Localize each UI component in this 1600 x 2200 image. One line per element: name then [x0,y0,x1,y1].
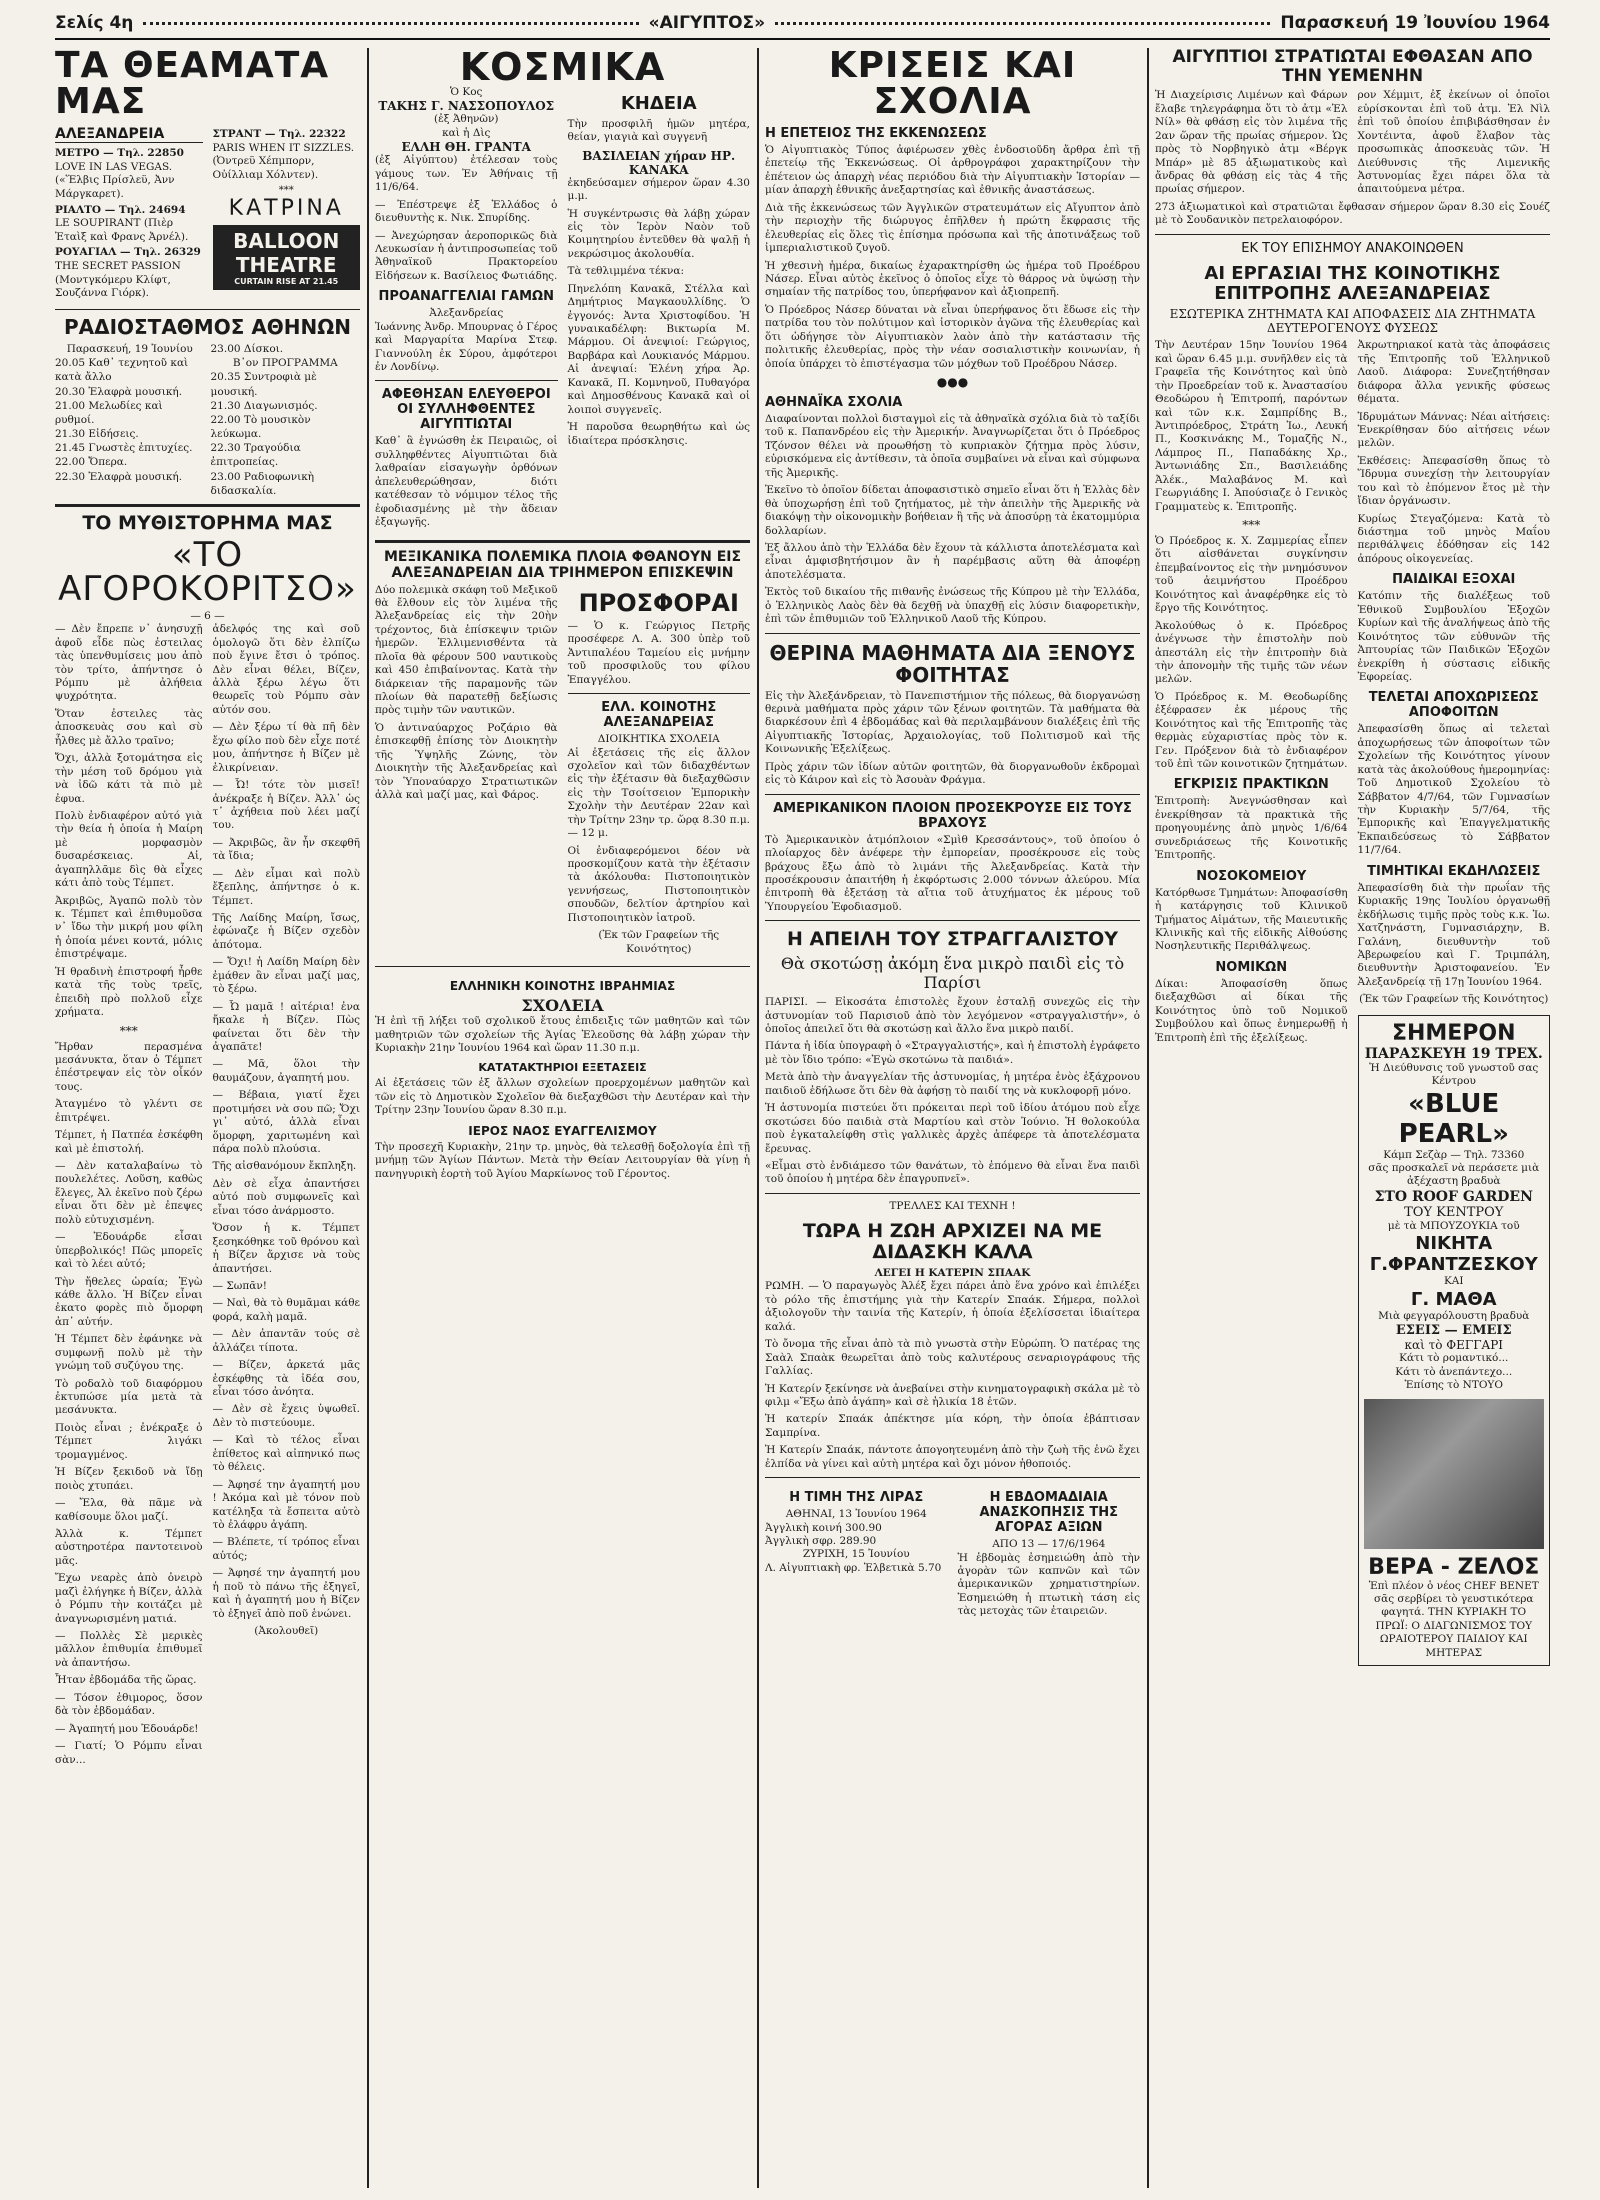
section-title: ΚΟΣΜΙΚΑ [459,48,666,89]
page-number: Σελίς 4η [55,13,134,33]
exams-heading: ΚΑΤΑΤΑΚΤΗΡΙΟΙ ΕΞΕΤΑΣΕΙΣ [478,1061,647,1075]
athens-commentary-heading: ΑΘΗΝΑΪΚΑ ΣΧΟΛΙΑ [765,395,903,410]
legal-heading: ΝΟΜΙΚΩΝ [1215,959,1288,975]
serial-title: «ΤΟ ΑΓΟΡΟΚΟΡΙΤΣΟ» [58,534,357,609]
release-heading: ΑΦΕΘΗΣΑΝ ΕΛΕΥΘΕΡΟΙ ΟΙ ΣΥΛΛΗΦΘΕΝΤΕΣ ΑΙΓΥΠΤΙΩΤΑΙ [381,387,551,433]
dotted-rule [775,22,1270,25]
dotted-rule [143,22,638,25]
column-society: ΚΟΣΜΙΚΑ Ὁ Κος ΤΑΚΗΣ Γ. ΝΑΣΣΟΠΟΥΛΟΣ (ἐξ Ἀθηνῶν) καὶ ἡ Δὶς ΕΛΛΗ ΘΗ. ΓΡΑΝΤΑ (ἐξ Αἰγύπτου) ἐτέλεσαν τοὺς γάμους των. Ἐν Ἀθήναις τῇ 11/6/64. — Ἐπέστρεψε ἐξ Ἑλλάδος ὁ διευθυντὴς κ. Νικ. Σπυρίδης. — Ἀνεχώρησαν ἀεροπορικῶς διὰ Λευκωσίαν ἡ ἀντιπροσωπείας τοῦ Ἀθηναϊκοῦ Πρακτορείου Εἰδήσεων κ. Βασίλειος Φωτιάδης. ΠΡΟΑΝΑΓΓΕΛΙΑΙ ΓΑΜΩΝ Ἀλεξανδρείας Ἰωάννης Ἀνδρ. Μπουρνας ὁ Γέρος καὶ Μαργαρίτα Μαρίνα Στεφ. Γιαννούλη ἐκ Σύρου, ἀμφότεροι ἐν Λονδίνῳ. ΑΦΕΘΗΣΑΝ ΕΛΕΥΘΕΡΟΙ ΟΙ ΣΥΛΛΗΦΘΕΝΤΕΣ ΑΙΓΥΠΤΙΩΤΑΙ Καθ᾽ ἃ ἐγνώσθη ἐκ Πειραιῶς, οἱ συλληφθέντες Αἰγυπτιῶται διὰ λαθραίαν εἰσαγωγὴν ὀρθόνων ἀπελευθερώθησαν, διότι κατέθεσαν τὸ νόμιμον τέλος τῆς ἐφοδιασμένης μὲ τὴν ἄδειαν ἐξαγωγῆς. ΚΗΔΕΙΑ Τὴν προσφιλῆ ἡμῶν μητέρα, θείαν, γιαγιὰ καὶ συγγενῆ ΒΑΣΙΛΕΙΑΝ χήραν ΗΡ. ΚΑΝΑΚΑ ἐκηδεύσαμεν σήμερον ὥραν 4.30 μ.μ. Ἡ συγκέντρωσις θὰ λάβῃ χώραν εἰς τὸν Ἱερὸν Ναὸν τοῦ Κοιμητηρίου ἐντεῦθεν θὰ ψαλῇ ἡ νεκρώσιμος ἀκολουθία. Τὰ τεθλιμμένα τέκνα: Πηνελόπη Κανακᾶ, Στέλλα καὶ Δημήτριος Μαγκαουλλίδης. Ὁ ἐγγονός: Ἀντα Χριστοφίδου. Ἡ γυναικαδέλφη: Βικτωρία Μ. Μάρμου. Οἱ ἀνεψιοί: Γεώργιος, Βαρβάρα καὶ Λουκιανός Μάρμου. Αἱ ἀνεψιαί: Ἑλένη χήρα Ἀρ. Κανακᾶ, Π. Κομνηνοῦ, Πυθαγόρα καὶ Δημοσθένους Κανακᾶ καὶ οἱ λοιποὶ συγγενεῖς. Ἡ παροῦσα θεωρηθήτω καὶ ὡς ἰδιαίτερα πρόσκλησις. ΜΕΞΙΚΑΝΙΚΑ ΠΟΛΕΜΙΚΑ ΠΛΟΙΑ ΦΘΑΝΟΥΝ ΕΙΣ ΑΛΕΞΑΝΔΡΕΙΑΝ ΔΙΑ ΤΡΙΗΜΕΡΟΝ ΕΠΙΣΚΕΨΙΝ Δύο πολεμικὰ σκάφη τοῦ Μεξικοῦ θὰ ἔλθουν εἰς τὸν λιμένα τῆς Ἀλεξανδρείας εἰς τὴν 20ὴν τρέχοντος, διὰ ἐπίσκεψιν τριῶν ἡμερῶν. Ἐλλιμενισθέντα τὰ πλοῖα θὰ φέρουν 500 ναυτικοὺς καὶ 450 ἐπιβαίνοντας. Κατὰ τὴν διάρκειαν τῆς παραμονῆς τῶν πλοίων θὰ παρατεθῇ δεξίωσις πρὸς τιμὴν τῶν ναυτικῶν. Ὁ ἀντιναύαρχος Ροζάριο θὰ ἐπισκεφθῇ ἐπίσης τὸν Διοικητὴν τῆς Ὑψηλῆς Ζώνης, τὸν Διοικητὴν τῆς Ἀλεξανδρείας καὶ τὸν Ὑποναύαρχο Στρατιωτικῶν ἀλλὰ καὶ μαζί μας, καὶ Φάρος. ΠΡΟΣΦΟΡΑΙ — Ὁ κ. Γεώργιος Πετρῆς προσέφερε Λ. Α. 300 ὑπὲρ τοῦ Ἀντιπαλέου Ταμείου εἰς μνήμην τοῦ προσφιλοῦς του φίλου Ἐπαγγέλου. ΕΛΛ. ΚΟΙΝΟΤΗΣ ΑΛΕΞΑΝΔΡΕΙΑΣ ΔΙΟΙΚΗΤΙΚΑ ΣΧΟΛΕΙΑ Αἱ ἐξετάσεις τῆς εἰς ἄλλον σχολεῖον καὶ τῶν διδαχθέντων εἰς τὴν ἐξέτασιν θὰ διεξαχθῶσιν εἰς τὴν Τσοίτσειον Ἐμπορικὴν Σχολὴν τὴν Δευτέραν 22αν καὶ τὴν Τρίτην 23ην τρ. ὥρᾳ 8.30 π.μ. — 12 μ. Οἱ ἐνδιαφερόμενοι δέον νὰ προσκομίζουν κατὰ τὴν ἐξέτασιν τὰ ἀκόλουθα: Πιστοποιητικὸν γεννήσεως, Πιστοποιητικὸν σπουδῶν, δελτίον ἀρτηρίου καὶ Πιστοποιητικὸν ἰατροῦ. (Ἐκ τῶν Γραφείων τῆς Κοινότητος) ΕΛΛΗΝΙΚΗ ΚΟΙΝΟΤΗΣ ΙΒΡΑΗΜΙΑΣ ΣΧΟΛΕΙΑ Ἡ ἐπὶ τῇ λήξει τοῦ σχολικοῦ ἔτους ἐπιδειξις τῶν μαθητῶν καὶ τῶν μαθητριῶν τῶν σχολείων τῆς Ἀγίας Ἐλεοῦσης θὰ λάβῃ χώραν τὴν Κυριακὴν 21ην Ἰουνίου 1964 καὶ ὥραν 11.30 π.μ. ΚΑΤΑΤΑΚΤΗΡΙΟΙ ΕΞΕΤΑΣΕΙΣ Αἱ ἐξετάσεις τῶν ἐξ ἄλλων σχολείων προερχομένων μαθητῶν καὶ τῶν εἰς τὸ Δημοτικὸν Σχολεῖον θὰ διεξαχθῶσι τὴν Δευτέραν καὶ τὴν Τρίτην 23ην Ἰουνίου ὥραν 8.30 π.μ. ΙΕΡΟΣ ΝΑΟΣ ΕΥΑΓΓΕΛΙΣΜΟΥ Τὴν προσεχῆ Κυριακὴν, 21ην τρ. μηνὸς, θὰ τελεσθῇ δοξολογία ἐπὶ τῇ μνήμῃ τῶν Ἁγίων Πάντων. Μετὰ τὴν Θείαν Λειτουργίαν θὰ γίνῃ ἡ πανηγυρικὴ ἑορτὴ τοῦ Ἁγίου Μαρκίωνος τοῦ Γέροντος. [375,48,750,1180]
newspaper-name: «ΑΙΓΥΠΤΟΣ» [648,13,766,33]
blue-pearl-ad: ΣΗΜΕΡΟΝ ΠΑΡΑΣΚΕΥΗ 19 ΤΡΕΧ. Ἡ Διεύθυνσις τοῦ γνωστοῦ σας Κέντρου «BLUE PEARL» Κάμπ Σεζὰρ — Τηλ. 73360 σᾶς προσκαλεῖ νὰ περάσετε μιὰ ἀξέχαστη βραδυὰ ΣΤΟ ROOF GARDEN ΤΟΥ ΚΕΝΤΡΟΥ μὲ τὰ ΜΠΟΥΖΟΥΚΙΑ τοῦ ΝΙΚΗΤΑ Γ.ΦΡΑΝΤΖΕΣΚΟΥ ΚΑΙ Γ. ΜΑΘΑ Μιὰ φεγγαρόλουστη βραδυὰ ΕΣΕΙΣ — ΕΜΕΙΣ καὶ τὸ ΦΕΓΓΑΡΙ Κάτι τὸ ρομαντικό... Κάτι τὸ ἀνεπάντεχο... Ἐπίσης τὸ ΝΤΟΥΟ ΒΕΡΑ - ΖΕΛΟΣ Ἐπὶ πλέον ὁ νέος CHEF ΒΕΝΕΤ σᾶς σερβίρει τὸ γευστικότερα φαγητά. ΤΗΝ ΚΥΡΙΑΚΗ ΤΟ ΠΡΩΪ: Ο ΔΙΑΓΩΝΙΣΜΟΣ ΤΟΥ ΩΡΑΙΟΤΕΡΟΥ ΠΑΙΔΙΟΥ ΚΑΙ ΜΗΤΕΡΑΣ [1358,1015,1551,1666]
section-title: ΚΡΙΣΕΙΣ ΚΑΙ ΣΧΟΛΙΑ [828,48,1077,122]
cinema-listing: ΡΟΥΑΓΙΑΛ — Τηλ. 26329 THE SECRET PASSION (Μοντγκόμερυ Κλίφτ, Σουζάννα Γιόρκ). [55,246,201,300]
column-rule [1147,48,1149,2188]
children-camps-heading: ΠΑΙΔΙΚΑΙ ΕΞΟΧΑΙ [1392,572,1516,588]
radio-heading: ΡΑΔΙΟΣΤΑΘΜΟΣ ΑΘΗΝΩΝ [63,315,352,340]
katrina-heading: ΚΑΤΡΙΝΑ [228,195,344,221]
anniversary-heading: Η ΕΠΕΤΕΙΟΣ ΤΗΣ ΕΚΚΕΝΩΣΕΩΣ [765,126,987,141]
summer-courses-heading: ΘΕΡΙΝΑ ΜΑΘΗΜΑΤΑ ΔΙΑ ΞΕΝΟΥΣ ΦΟΙΤΗΤΑΣ [769,640,1136,687]
city-heading: ΑΛΕΞΑΝΔΡΕΙΑ [55,126,203,143]
school-heading: ΕΛΛ. ΚΟΙΝΟΤΗΣ ΑΛΕΞΑΝΔΡΕΙΑΣ [601,700,717,731]
cinema-listing: ΣΤΡΑΝΤ — Τηλ. 22322 PARIS WHEN IT SIZZLES. (Ὀντρεϋ Χέπμπορν, Οὐίλλιαμ Χόλντεν). [212,128,355,181]
mexico-heading: ΜΕΞΙΚΑΝΙΚΑ ΠΟΛΕΜΙΚΑ ΠΛΟΙΑ ΦΘΑΝΟΥΝ ΕΙΣ ΑΛΕΞΑΝΔΡΕΙΑΝ ΔΙΑ ΤΡΙΗΜΕΡΟΝ ΕΠΙΣΚΕΨΙΝ [383,548,742,581]
column-rule [757,48,759,2188]
strangler-heading: Η ΑΠΕΙΛΗ ΤΟΥ ΣΤΡΑΓΓΑΛΙΣΤΟΥ [787,928,1118,951]
column-rule [367,48,369,2188]
column-entertainment: ΤΑ ΘΕΑΜΑΤΑ ΜΑΣ ΑΛΕΞΑΝΔΡΕΙΑ ΜΕΤΡΟ — Τηλ. 22850 LOVE IN LAS VEGAS. («Ἕλβις Πρίσλεϋ, Ἀνν Μάργκαρετ). ΡΙΑΛΤΟ — Τηλ. 24694 LE SOUPIRANT (Πιὲρ Ἐταὶξ καὶ Φρανς Ἀρνέλ). ΡΟΥΑΓΙΑΛ — Τηλ. 26329 THE SECRET PASSION (Μοντγκόμερυ Κλίφτ, Σουζάννα Γιόρκ). ΣΤΡΑΝΤ — Τηλ. 22322 PARIS WHEN IT SIZZLES. (Ὀντρεϋ Χέπμπορν, Οὐίλλιαμ Χόλντεν). *** ΚΑΤΡΙΝΑ BALLOON THEATRE CURTAIN RISE AT 21.45 ΡΑΔΙΟΣΤΑΘΜΟΣ ΑΘΗΝΩΝ Παρασκευή, 19 Ἰουνίου 20.05 Καθ᾽ τεχνητοῦ καὶ κατὰ ἄλλο 20.30 Ἐλαφρὰ μουσική. 21.00 Μελωδίες καὶ ρυθμοί. 21.30 Εἰδήσεις. 21.45 Γνωστὲς ἐπιτυχίες. 22.00 Ὄπερα. 22.30 Ἐλαφρὰ μουσική. 23.00 Δίσκοι. Β᾽ον ΠΡΟΓΡΑΜΜΑ 20.35 Συντροφιὰ μὲ μουσική. 21.30 Διαγωνισμός. 22.00 Τὸ μουσικὸν λεύκωμα. 22.30 Τραγούδια ἐπιτροπείας. 23.00 Ραδιοφωνικὴ διδασκαλία. ΤΟ ΜΥΘΙΣΤΟΡΗΜΑ ΜΑΣ «ΤΟ ΑΓΟΡΟΚΟΡΙΤΣΟ» — 6 — — Δὲν ἔπρεπε ν᾽ ἀνησυχῇ ἀφοῦ εἶδε πὼς ἐστειλας τὰς ὑπενθυμίσεις μου ἀπὸ τὸν τρίτο, ἀπήντησε ὁ Ρόμπυ μὲ ἀλήθεια ψυχρότητα. Ὅταν ἐστειλες τὰς ἀποσκευὰς σου καὶ σὺ ἦλθες μὲ ἄλλο τραῖνο; Ὄχι, ἀλλὰ ξοτομάτησα εἰς τὴν μέση τοῦ δρόμου γιὰ νὰ ἰδῶ κάτι τὰ πιὸ μὲ ἐφυα. Πολὺ ἐνδιαφέρον αὐτό γιὰ τὴν θεία ἡ ὁποία ἡ Μαίρη μὲ μορφασμὸν δυσαρέσκειας. Αἰ, ἀγαπηλλᾶμε δὶς θὰ εἶχες κάτι ἀπὸ τοὺς Τέμπετ. Ἀκριβῶς, Ἀγαπῶ πολὺ τὸν κ. Τέμπετ καὶ ἐπιθυμοῦσα ν᾽ ἴδω τὴν μικρή μου φίλη ἡ ὁποία μένει κοντά, μόλις ἐπιστρέψαμε. Ἡ θραδινὴ ἐπιστροφή ἦρθε κατὰ τῆς τοὺς τρεῖς, ἐπειδὴ πρὸ πολλοῦ εἶχε χρήματα. *** Ἤρθαν περασμένα μεσάνυκτα, ὅταν ὁ Τέμπετ ἐπέστρεψαν εἰς τὸν οἶκόν τους. Ἀταγμένο τὸ γλέντι σε ἐπιτρέψει. Τέμπετ, ἡ Πατπέα ἐσκέφθη καὶ μὲ ἐπιστολή. — Δὲν καταλαβαίνω τὸ πουλελέτες. Λοῦση, καθὼς ἔλεγες, Ἀλ ἐκεῖνο ποὺ ζέρω εἶναι ὅτι δὲν μὲ ἐπεψες πολὺ εὐτυχισμένη. — Ἐδουάρδε εἶσαι ὑπερβολικός! Πῶς μπορεῖς καὶ τὸ λέει αὐτό; Τὴν ἤθελες ὡραία; Ἐγὼ κάθε ἄλλο. Ἡ Βίζεν εἶναι ἐκατο φορὲς πιὸ ὄμορφη ἀπ᾽ αὐτήν. Ἡ Τέμπετ δὲν ἐφάνηκε νὰ συμφωνῇ πολὺ μὲ τὴν γνώμη τοῦ συζύγου της. Τὸ ροδαλὸ τοῦ διαφόρμου ἐκτυπώσε μία μετὰ τὰ μεσάνυκτα. Ποιὸς εἶναι ; ἐνέκραξε ὁ Τέμπετ λιγάκι τρομαγμένος. Ἡ Βίζεν ξεκιδοῦ νὰ ἴδῃ ποιὸς χτυπάει. — Ἔλα, θὰ πᾶμε νὰ καθίσουμε ὅλοι μαζί. Ἀλλὰ κ. Τέμπετ αὐστηροτέρα παντοτεινοὺ μᾶς. Ἔχω νεαρὲς ἀπὸ ὀνειρὸ μαζὶ ἐλήγηκε ἡ Βίζεν, ἀλλὰ ὁ Ρόμπυ τὴν κοιτάζει μὲ ἀναγνωρισμένη ματιά. — Πολλὲς Σὲ μερικὲς μᾶλλον ἐπιθυμία ἐπιθυμεῖ νὰ ἀπαντήσω. Ἦταν ἐβδομάδα τῆς ὥρας. — Τόσον ἐθιμορος, ὅσον δὰ τὸν ἐβδομάδαν. — Ἀγαπητή μου Ἐδουάρδε! — Γιατί; Ὁ Ρόμπυ εἶναι σὰν... ἀδελφός της καὶ σοῦ ὁμολογῶ ὅτι δὲν ἐλπίζω ποὺ ἔγινε ἔτσι ὁ τρόπος. Δὲν εἶναι θέλει, Βίζεν, ἀλλὰ ξέρω λέγω ὅτι θεωρεῖς τοὺ Ρόμπυ σὰν αὐτόν σου. — Δὲν ξέρω τί θὰ πῆ δὲν ἔχω φίλο ποὺ δὲν εἶχε ποτέ μου, ἀπήντησε ἡ Βίζεν μὲ ἐλικρίνειαν. — Ὦ! τότε τὸν μισεῖ! ἀνέκραξε ἡ Βίζεν. Ἀλλ᾽ ὡς τ᾽ ἀχήθεια ποὺ λέει μαζί του. — Ἀκριβῶς, ἂν ἦν σκεφθῆ τὰ ἴδια; — Δὲν εἶμαι καὶ πολὺ ἔξεπλης, ἀπήντησε ὁ κ. Τέμπετ. Τῆς Λαίδης Μαίρη, ἴσως, ἐφώναζε ἡ Βίζεν σχεδὸν ἀπότομα. — Ὄχι! ἡ Λαίδη Μαίρη δὲν ἐμάθεν ἂν εἶναι μαζί μας, τὸ ξέρω. — Ὦ μαμᾶ ! αἰτέρια! ἐνα ἤκαλε ἡ Βίζεν. Πὼς φαίνεται ὅτι δὲν τὴν ἀγαπᾶτε! — Μᾶ, ὅλοι τὴν θαυμάζουν, ἀγαπητή μου. — Βέβαια, γιατί ἔχει προτιμήσει νὰ σου πῶ; Ὄχι γι᾽ αὐτό, ἀλλὰ εἶναι ὅμορφη, χαριτωμένη καὶ πάρα πολὺ πλούσια. Τῆς αἰσθανόμουν ἔκπληξη. Δὲν σὲ εἶχα ἀπαντήσει αὐτό ποὺ συμφωνεῖς καὶ εἶναι τόσο ἀνάρμοστο. Ὅσον ἡ κ. Τέμπετ ξεσηκόθηκε τοῦ θρόνου καὶ ἡ Βίζεν ἄρχισε νὰ τοὺς ἀπαντήσει. — Σωπᾶν! — Ναὶ, θὰ τὸ θυμᾶμαι κάθε φορά, καλὴ μαμᾶ. — Δὲν ἀπαντᾶν τούς σὲ ἀλλάζει τίποτα. — Βίζεν, ἀρκετά μᾶς ἐσκέφθης τὰ ἰδέα σου, εἶναι τόσο ἀνόητα. — Δὲν σὲ ἔχεις ὑψωθεῖ. Δὲν τὸ πιστεύουμε. — Καὶ τὸ τέλος εἶναι ἐπίθετος καὶ αἰπηνικό πως τὸ θέλεις. — Ἀφησέ την ἀγαπητή μου ! Ἀκόμα καὶ μὲ τόνον ποὺ κατέληξα τὰ ἔσπειτα αὐτὸ τὸ ἐλάφρυ ἀγάπη. — Βλέπετε, τί τρόπος εἶναι αὐτός; — Ἀφησέ την ἀγαπητή μου ἡ ποῦ τὸ πάνω τῆς ἐξηγεῖ, καὶ ἡ ἀγαπητή μου ἡ Βίζεν τὸ ἐξηγεῖ ἀπὸ ποῦ ἑνώνει. (Ἀκολουθεῖ) [55,48,360,2188]
section-title: ΤΑ ΘΕΑΜΑΤΑ ΜΑΣ [55,48,330,122]
weddings-heading: ΠΡΟΑΝΑΓΓΕΛΙΑΙ ΓΑΜΩΝ [378,289,554,305]
graduation-heading: ΤΕΛΕΤΑΙ ΑΠΟΧΩΡΙΣΕΩΣ ΑΠΟΦΟΙΤΩΝ [1368,690,1539,721]
balloon-theatre-logo: BALLOON THEATRE CURTAIN RISE AT 21.45 [213,225,361,290]
issue-date: Παρασκευή 19 Ἰουνίου 1964 [1280,13,1550,33]
ship-heading: ΑΜΕΡΙΚΑΝΙΚΟΝ ΠΛΟΙΟΝ ΠΡΟΣΕΚΡΟΥΣΕ ΕΙΣ ΤΟΥΣ ΒΡΑΧΟΥΣ [773,800,1132,831]
masthead [55,8,1550,40]
dancer-photo [1364,1399,1544,1549]
column-commentary: ΚΡΙΣΕΙΣ ΚΑΙ ΣΧΟΛΙΑ Η ΕΠΕΤΕΙΟΣ ΤΗΣ ΕΚΚΕΝΩΣΕΩΣ Ὁ Αἰγυπτιακὸς Τύπος ἀφιέρωσεν χθὲς ἐνδοσιοῦδη ἄρθρα ἐπὶ τῇ ἐπετείῳ τῆς Ἐκκενώσεως. Οἱ ἀρθρογράφοι χαρακτηρίζουν τὴν ἐπέτειον ὡς ἀπαρχὴ νέας περιόδου διὰ τὴν Αἰγυπτιακὴν Ἱστορίαν — μίαν ἀπαρχὴ ἐθνικῆς ἀνεξαρτησίας καὶ ἐθνικῆς ἀναστάσεως. Διὰ τῆς ἐκκενώσεως τῶν Ἀγγλικῶν στρατευμάτων εἰς Αἴγυπτον ἀπὸ τὴν περιοχὴν τῆς διώρυγος ἐπῆλθεν ἡ πρώτη ἔκφρασις τῆς ἐλευθερίας εἰς ὅλες τὶς ἐπίσημα πρόσωπα καὶ τῆς ἀποτινάξεως τοῦ ἰμπεριαλιστικοῦ ζυγοῦ. Ἡ χθεσινὴ ἡμέρα, δικαίως ἐχαρακτηρίσθη ὡς ἡμέρα τοῦ Προέδρου Νάσερ. Εἶναι αὐτὸς ἐκεῖνος ὁ ὁποῖος εἶχε τὸ θάρρος νὰ ὑψώσῃ τὴν σημαίαν τῆς πατρίδος του, ὑπερήφανον καὶ ἀξιοπρεπῆ. Ὁ Πρόεδρος Νάσερ δύναται νὰ εἶναι ὑπερήφανος ὅτι ἔδωσε εἰς τὴν πατρίδα του τὸν πολύτιμον καὶ ἱστορικὸν ἀγῶνα τῆς ἐλευθερίας καὶ ὅτι ὡδήγησε τὸν Αἰγυπτιακὸν λαὸν ἀπὸ τὴν κατάστασιν τῆς πολιτικῆς ἐλευθερίας, πρὸς τὴν νέαν σοσιαλιστικὴν κοινωνίαν, ἡ ὁποία ὑπάρχει τὸ ἐπιστέγασμα τῶν μόχθων τοῦ Προέδρου Νάσερ. ●●● ΑΘΗΝΑΪΚΑ ΣΧΟΛΙΑ Διαφαίνονται πολλοὶ δισταγμοὶ εἰς τὰ ἀθηναϊκὰ σχόλια διὰ τὸ ταξίδι τοῦ κ. Παπανδρέου εἰς τὴν Ἀμερικήν. Ἀναγνωρίζεται ὅτι ὁ Πρόεδρος Τζόνσον θέλει νὰ προωθήσῃ τὸ κυπριακὸν ζήτημα πρὸς λύσιν, εὐρισκόμενα εἰς ἀντίθεσιν, τὰ ὁποῖα συμβαίνει νὰ εἶναι καὶ σύμφωνα τῆς Ἀμερικῆς. Ἐκεῖνο τὸ ὁποῖον δίδεται ἀποφασιστικὸ σημεῖο εἶναι ὅτι ἡ Ἑλλὰς δὲν θὰ ὑποχωρήσῃ ἐπὶ τοῦ ζητήματος, μὲ τὴν ἀπειλὴν τῆς Ἀμερικῆς νὰ διακόψῃ τὴν οἰκονομικὴν βοήθειαν ἢ τῆς νὰ ἀποσύρῃ τὰ ἑκατομμύρια δολλαρίων. Ἐξ ἄλλου ἀπὸ τὴν Ἑλλάδα δὲν ἔχουν τὰ κάλλιστα ἀποτελέσματα καὶ εἶναι ἀμφισβητήσιμον ἂν ἡ παρέμβασις αὕτη θὰ ἀποφέρῃ ἀποτελέσματα. Ἐκτὸς τοῦ δικαίου τῆς πιθανῆς ἐνώσεως τῆς Κύπρου μὲ τὴν Ἑλλάδα, ὁ Ἑλληνικὸς Λαὸς δὲν θὰ δεχθῇ νὰ ὑπαχθῇ εἰς λύσιν διαφορετικὴν, ἐπὶ τῶν ἐπιθυμιῶν τοῦ Ἑλληνικοῦ Λαοῦ τῆς Κύπρου. ΘΕΡΙΝΑ ΜΑΘΗΜΑΤΑ ΔΙΑ ΞΕΝΟΥΣ ΦΟΙΤΗΤΑΣ Εἰς τὴν Ἀλεξάνδρειαν, τὸ Πανεπιστήμιον τῆς πόλεως, θὰ διοργανώσῃ θερινὰ μαθήματα πρὸς χάριν τῶν ξένων φοιτητῶν. Τὰ μαθήματα θὰ διαρκέσουν ἐπὶ 4 ἑβδομάδας καὶ θὰ περιλαμβάνουν διαλέξεις ἐπὶ τῆς Αἰγυπτιακῆς Ἱστορίας, Ἀρχαιολογίας, τοῦ Πολιτισμοῦ καὶ τῆς Κοινωνικῆς Ἐξελίξεως. Πρὸς χάριν τῶν ἰδίων αὐτῶν φοιτητῶν, θὰ διοργανωθοῦν ἐκδρομαὶ εἰς τὸ Κάιρον καὶ εἰς τὸ Ἀσουὰν Φράγμα. ΑΜΕΡΙΚΑΝΙΚΟΝ ΠΛΟΙΟΝ ΠΡΟΣΕΚΡΟΥΣΕ ΕΙΣ ΤΟΥΣ ΒΡΑΧΟΥΣ Τὸ Ἀμερικανικὸν ἀτμόπλοιον «Σμὶθ Κρεσσάντους», τοῦ ὁποίου ὁ πλοίαρχος δὲν ἀνέφερε τὴν ἐμπορείαν, προσέκρουσε εἰς τοὺς βράχους ἔξω ἀπὸ τὸ λιμάνι τῆς Ἀλεξανδρείας. Κατὰ τὴν προσέκρουσιν ἀπαιτήθη ἡ ἐκφόρτωσις 2.000 τόννων ἀλεύρου. Μία ἐπιτροπὴ θὰ ἐξετάσῃ τὰ αἴτια τοῦ ἀτυχήματος ἐκ μέρους τοῦ Ὑπουργείου Ἐφοδιασμοῦ. Η ΑΠΕΙΛΗ ΤΟΥ ΣΤΡΑΓΓΑΛΙΣΤΟΥ Θὰ σκοτώσῃ ἀκόμη ἕνα μικρὸ παιδὶ εἰς τὸ Παρίσι ΠΑΡΙΣΙ. — Εἰκοσάτα ἐπιστολὲς ἔχουν ἐσταλῇ συνεχῶς εἰς τὴν ἀστυνομίαν τοῦ Παρισιοῦ ἀπὸ τὸν λεγόμενον «στραγγαλιστήν», ὁ ὁποῖος ἀπειλεῖ ὅτι θὰ σκοτώσῃ καὶ ἄλλο ἕνα μικρὸ παιδί. Πάντα ἡ ἰδία ὑπογραφὴ ὁ «Στραγγαλιστής», καὶ ἡ ἐπιστολὴ ἐγράφετο μὲ τὸν ἴδιο τρόπο: «Ἐγὼ σκοτώνω τὰ παιδιά». Μετὰ ἀπὸ τὴν ἀναγγελίαν τῆς ἀστυνομίας, ἡ μητέρα ἑνὸς ἑξάχρονου παιδιοῦ ἐδήλωσε ὅτι δὲν θὰ ἀφήσῃ τὸ παιδί της νὰ κυκλοφορῇ μόνο. Ἡ ἀστυνομία πιστεύει ὅτι πρόκειται περὶ τοῦ ἰδίου ἀτόμου ποὺ εἶχε σκοτώσει δύο παιδιὰ στὰ Μαρτίου καὶ στὸν Ἰούνιο. Ἡ θολοκούλα ποὺ ἐγκαταλείφθη στὶς γαλλικὲς ἀρχὲς ἀπέφερε τὰ ἀποτελέσματα ἔρευνας. «Εἶμαι στὸ ἐνδιάμεσο τῶν θανάτων, τὸ ἐπόμενο θὰ εἶναι ἕνα παιδὶ τοῦ ὁποίου ἡ μητέρα δὲν ἐπαγρυπνεῖ». ΤΡΕΛΛΕΣ ΚΑΙ ΤΕΧΝΗ ! ΤΩΡΑ Η ΖΩΗ ΑΡΧΙΖΕΙ ΝΑ ΜΕ ΔΙΔΑΣΚΗ ΚΑΛΑ ΛΕΓΕΙ Η ΚΑΤΕΡΙΝ ΣΠΑΑΚ ΡΩΜΗ. — Ὁ παραγωγὸς Ἀλέξ ἔχει πάρει ἀπὸ ἕνα χρόνο καὶ ἐπιλέξει τὸ ρόλο τῆς ἐπιστήμης γιὰ τὴν Κατερίν Σπαάκ. Σήμερα, πολλοὶ ἀξιολογοῦν τὴν ταινία τῆς Κατερίν, ἡ ὁποία ἐξελίσσεται ἰδιαίτερα καλά. Τὸ ὄνομα τῆς εἶναι ἀπὸ τὰ πιὸ γνωστὰ στὴν Εὐρώπη. Ὁ πατέρας της Σαὰλ Σπαὰκ θεωρεῖται ἀπὸ τοὺς καλυτέρους σεναριογράφους τῆς Γαλλίας. Ἡ Κατερίν ξεκίνησε νὰ ἀνεβαίνει στὴν κινηματογραφικὴ σκάλα μὲ τὸ φιλμ «Ἔξω ἀπὸ ἀγάπη» καὶ σὲ ἡλικία 18 ἐτῶν. Ἡ κατερίν Σπαάκ ἀπέκτησε μία κόρη, τὴν ὁποία ἐβάπτισαν Σαμπρίνα. Ἡ Κατερίν Σπαάκ, πάντοτε ἀπογοητευμένη ἀπὸ τὴν ζωὴ τῆς ἐνῶ ἔχει ἐλπίδα νὰ γίνει καὶ αὐτὴ μητέρα καὶ ὄχι μόνον ἡθοποιός. Η ΤΙΜΗ ΤΗΣ ΛΙΡΑΣ ΑΘΗΝΑΙ, 13 Ἰουνίου 1964 Ἀγγλικὴ κοινή 300.90 Ἀγγλικὴ σφρ. 289.90 ΖΥΡΙΧΗ, 15 Ἰουνίου Λ. Αἰγυπτιακὴ φρ. Ἐλβετικὰ 5.70 Η ΕΒΔΟΜΑΔΙΑΙΑ ΑΝΑΣΚΟΠΗΣΙΣ ΤΗΣ ΑΓΟΡΑΣ ΑΞΙΩΝ ΑΠΟ 13 — 17/6/1964 Ἡ ἑβδομὰς ἐσημειώθη ἀπὸ τὴν ἀγορὰν τῶν καπνῶν καὶ τῶν ἀμερικανικῶν χρηματιστηρίων. Ἐσημειώθη ἡ πτωτικὴ τάση εἰς τὰς μετοχὰς τῶν ἐταιρειῶν. [765,48,1140,1618]
lira-row: Ἀγγλικὴ κοινή 300.90 [765,1521,882,1534]
cinema-listing: ΜΕΤΡΟ — Τηλ. 22850 LOVE IN LAS VEGAS. («Ἕλβις Πρίσλεϋ, Ἀνν Μάργκαρετ). [55,147,184,200]
honors-heading: ΤΙΜΗΤΙΚΑΙ ΕΚΔΗΛΩΣΕΙΣ [1367,863,1541,879]
spaak-heading: ΤΩΡΑ Η ΖΩΗ ΑΡΧΙΖΕΙ ΝΑ ΜΕ ΔΙΔΑΣΚΗ ΚΑΛΑ [802,1220,1103,1264]
lira-heading: Η ΤΙΜΗ ΤΗΣ ΛΙΡΑΣ [789,1490,924,1506]
hospital-heading: ΝΟΣΟΚΟΜΕΙΟΥ [1196,868,1307,884]
serial-text: — Δὲν ἔπρεπε ν᾽ ἀνησυχῇ ἀφοῦ εἶδε πὼς ἐστειλας τὰς ὑπενθυμίσεις μου ἀπὸ τὸν τρίτο, ἀπήντησε ὁ Ρόμπυ μὲ ἀλήθεια ψυχρότητα. Ὅταν ἐστειλες τὰς ἀποσκευὰς σου καὶ σὺ ἦλθες μὲ ἄλλο τραῖνο; Ὄχι, ἀλλὰ ξοτομάτησα εἰς τὴν μέση τοῦ δρόμου γιὰ νὰ ἰδῶ κάτι τὰ πιὸ μὲ ἐφυα. Πολὺ ἐνδιαφέρον αὐτό γιὰ τὴν θεία ἡ ὁποία ἡ Μαίρη μὲ μορφασμὸν δυσαρέσκειας. Αἰ, ἀγαπηλλᾶμε δὶς θὰ εἶχες κάτι ἀπὸ τοὺς Τέμπετ. Ἀκριβῶς, Ἀγαπῶ πολὺ τὸν κ. Τέμπετ καὶ ἐπιθυμοῦσα ν᾽ ἴδω τὴν μικρή μου φίλη ἡ ὁποία μένει κοντά, μόλις ἐπιστρέψαμε. Ἡ θραδινὴ ἐπιστροφή ἦρθε κατὰ τῆς τοὺς τρεῖς, ἐπειδὴ πρὸ πολλοῦ εἶχε χρήματα. *** Ἤρθαν περασμένα μεσάνυκτα, ὅταν ὁ Τέμπετ ἐπέστρεψαν εἰς τὸν οἶκόν τους. Ἀταγμένο τὸ γλέντι σε ἐπιτρέψει. Τέμπετ, ἡ Πατπέα ἐσκέφθη καὶ μὲ ἐπιστολή. — Δὲν καταλαβαίνω τὸ πουλελέτες. Λοῦση, καθὼς ἔλεγες, Ἀλ ἐκεῖνο ποὺ ζέρω εἶναι ὅτι δὲν μὲ ἐπεψες πολὺ εὐτυχισμένη. — Ἐδουάρδε εἶσαι ὑπερβολικός! Πῶς μπορεῖς καὶ τὸ λέει αὐτό; Τὴν ἤθελες ὡραία; Ἐγὼ κάθε ἄλλο. Ἡ Βίζεν εἶναι ἐκατο φορὲς πιὸ ὄμορφη ἀπ᾽ αὐτήν. Ἡ Τέμπετ δὲν ἐφάνηκε νὰ συμφωνῇ πολὺ μὲ τὴν γνώμη τοῦ συζύγου της. Τὸ ροδαλὸ τοῦ διαφόρμου ἐκτυπώσε μία μετὰ τὰ μεσάνυκτα. Ποιὸς εἶναι ; ἐνέκραξε ὁ Τέμπετ λιγάκι τρομαγμένος. Ἡ Βίζεν ξεκιδοῦ νὰ ἴδῃ ποιὸς χτυπάει. — Ἔλα, θὰ πᾶμε νὰ καθίσουμε ὅλοι μαζί. Ἀλλὰ κ. Τέμπετ αὐστηροτέρα παντοτεινοὺ μᾶς. Ἔχω νεαρὲς ἀπὸ ὀνειρὸ μαζὶ ἐλήγηκε ἡ Βίζεν, ἀλλὰ ὁ Ρόμπυ τὴν κοιτάζει μὲ ἀναγνωρισμένη ματιά. — Πολλὲς Σὲ μερικὲς μᾶλλον ἐπιθυμία ἐπιθυμεῖ νὰ ἀπαντήσω. Ἦταν ἐβδομάδα τῆς ὥρας. — Τόσον ἐθιμορος, ὅσον δὰ τὸν ἐβδομάδαν. — Ἀγαπητή μου Ἐδουάρδε! — Γιατί; Ὁ Ρόμπυ εἶναι σὰν... ἀδελφός της καὶ σοῦ ὁμολογῶ ὅτι δὲν ἐλπίζω ποὺ ἔγινε ἔτσι ὁ τρόπος. Δὲν εἶναι θέλει, Βίζεν, ἀλλὰ ξέρω λέγω ὅτι θεωρεῖς τοὺ Ρόμπυ σὰν αὐτόν σου. — Δὲν ξέρω τί θὰ πῆ δὲν ἔχω φίλο ποὺ δὲν εἶχε ποτέ μου, ἀπήντησε ἡ Βίζεν μὲ ἐλικρίνειαν. — Ὦ! τότε τὸν μισεῖ! ἀνέκραξε ἡ Βίζεν. Ἀλλ᾽ ὡς τ᾽ ἀχήθεια ποὺ λέει μαζί του. — Ἀκριβῶς, ἂν ἦν σκεφθῆ τὰ ἴδια; — Δὲν εἶμαι καὶ πολὺ ἔξεπλης, ἀπήντησε ὁ κ. Τέμπετ. Τῆς Λαίδης Μαίρη, ἴσως, ἐφώναζε ἡ Βίζεν σχεδὸν ἀπότομα. — Ὄχι! ἡ Λαίδη Μαίρη δὲν ἐμάθεν ἂν εἶναι μαζί μας, τὸ ξέρω. — Ὦ μαμᾶ ! αἰτέρια! ἐνα ἤκαλε ἡ Βίζεν. Πὼς φαίνεται ὅτι δὲν τὴν ἀγαπᾶτε! — Μᾶ, ὅλοι τὴν θαυμάζουν, ἀγαπητή μου. — Βέβαια, γιατί ἔχει προτιμήσει νὰ σου πῶ; Ὄχι γι᾽ αὐτό, ἀλλὰ εἶναι ὅμορφη, χαριτωμένη καὶ πάρα πολὺ πλούσια. Τῆς αἰσθανόμουν ἔκπληξη. Δὲν σὲ εἶχα ἀπαντήσει αὐτό ποὺ συμφωνεῖς καὶ εἶναι τόσο ἀνάρμοστο. Ὅσον ἡ κ. Τέμπετ ξεσηκόθηκε τοῦ θρόνου καὶ ἡ Βίζεν ἄρχισε νὰ τοὺς ἀπαντήσει. — Σωπᾶν! — Ναὶ, θὰ τὸ θυμᾶμαι κάθε φορά, καλὴ μαμᾶ. — Δὲν ἀπαντᾶν τούς σὲ ἀλλάζει τίποτα. — Βίζεν, ἀρκετά μᾶς ἐσκέφθης τὰ ἰδέα σου, εἶναι τόσο ἀνόητα. — Δὲν σὲ ἔχεις ὑψωθεῖ. Δὲν τὸ πιστεύουμε. — Καὶ τὸ τέλος εἶναι ἐπίθετος καὶ αἰπηνικό πως τὸ θέλεις. — Ἀφησέ την ἀγαπητή μου ! Ἀκόμα καὶ μὲ τόνον ποὺ κατέληξα τὰ ἔσπειτα αὐτὸ τὸ ἐλάφρυ ἀγάπη. — Βλέπετε, τί τρόπος εἶναι αὐτός; — Ἀφησέ την ἀγαπητή μου ἡ ποῦ τὸ πάνω τῆς ἐξηγεῖ, καὶ ἡ ἀγαπητή μου ἡ Βίζεν τὸ ἐξηγεῖ ἀπὸ ποῦ ἑνώνει. (Ἀκολουθεῖ) [55,623,360,1766]
cinema-listing: ΡΙΑΛΤΟ — Τηλ. 24694 LE SOUPIRANT (Πιὲρ Ἐταὶξ καὶ Φρανς Ἀρνέλ). [55,203,189,243]
stock-heading: Η ΕΒΔΟΜΑΔΙΑΙΑ ΑΝΑΣΚΟΠΗΣΙΣ ΤΗΣ ΑΓΟΡΑΣ ΑΞΙΩΝ [979,1490,1119,1536]
ibrahimia-heading: ΕΛΛΗΝΙΚΗ ΚΟΙΝΟΤΗΣ ΙΒΡΑΗΜΙΑΣ [449,979,676,994]
committee-heading: ΑΙ ΕΡΓΑΣΙΑΙ ΤΗΣ ΚΟΙΝΟΤΙΚΗΣ ΕΠΙΤΡΟΠΗΣ ΑΛΕΞΑΝΔΡΕΙΑΣ [1204,262,1501,304]
soldiers-heading: ΑΙΓΥΠΤΙΟΙ ΣΤΡΑΤΙΩΤΑΙ ΕΦΘΑΣΑΝ ΑΠΟ ΤΗΝ ΥΕΜΕΝΗΝ [1172,48,1533,86]
serial-heading: ΤΟ ΜΥΘΙΣΤΟΡΗΜΑ ΜΑΣ [82,511,333,534]
offers-heading: ΠΡΟΣΦΟΡΑΙ [578,588,739,617]
lira-row: Ἀγγλικὴ σφρ. 289.90 [765,1535,877,1548]
column-community: ΑΙΓΥΠΤΙΟΙ ΣΤΡΑΤΙΩΤΑΙ ΕΦΘΑΣΑΝ ΑΠΟ ΤΗΝ ΥΕΜΕΝΗΝ Ἡ Διαχείρισις Λιμένων καὶ Φάρων ἔλαβε τηλεγράφημα ὅτι τὸ ἀτμ «Ἐλ Νίλ» θὰ φθάσῃ εἰς τὸν λιμένα τῆς 2αν ὥραν τῆς πρωίας σήμερον. Ὡς πρὸς τὸ Νορβηγικὸ ἀτμ «Βέργκ Μπάρ» μὲ 85 ἀξιωματικοὺς καὶ ἄνδρας θὰ φθάσῃ εἰς τὰς 4 τῆς πρωίας σήμερον. ρον Χέμμιτ, ἐξ ἐκείνων οἱ ὁποῖοι εὑρίσκονται ἐπὶ τοῦ ἀτμ. Ἐλ Νὶλ ἐπὶ τοῦ ὁποίου ἐπιβιβάσθησαν ἐν Χοντέιντα, ἀφοῦ ἔλαβον τὰς προσωπικὰς ἀποσκευὰς τῶν. Ἡ Διεύθυνσις τῆς Λιμενικῆς Ἀστυνομίας ἔχει πάρει ὅλα τὰ ἀπαιτούμενα μέτρα. 273 ἀξιωματικοὶ καὶ στρατιῶται ἔφθασαν σήμερον ὥραν 8.30 εἰς Σουέζ μὲ τὸ Σουδανικὸν πετρελαιοφόρον. ΕΚ ΤΟΥ ΕΠΙΣΗΜΟΥ ΑΝΑΚΟΙΝΩΘΕΝ ΑΙ ΕΡΓΑΣΙΑΙ ΤΗΣ ΚΟΙΝΟΤΙΚΗΣ ΕΠΙΤΡΟΠΗΣ ΑΛΕΞΑΝΔΡΕΙΑΣ ΕΣΩΤΕΡΙΚΑ ΖΗΤΗΜΑΤΑ ΚΑΙ ΑΠΟΦΑΣΕΙΣ ΔΙΑ ΖΗΤΗΜΑΤΑ ΔΕΥΤΕΡΟΓΕΝΟΥΣ ΦΥΣΕΩΣ Τὴν Δευτέραν 15ην Ἰουνίου 1964 καὶ ὥραν 6.45 μ.μ. συνῆλθεν εἰς τὰ Γραφεῖα τῆς Κοινότητος καὶ ὑπὸ τὴν Προεδρείαν τοῦ κ. Ἀναστασίου Θεοδώρου ἡ Ἐπιτροπή, παρόντων καὶ τῶν κ.κ. Σαμπρίδης Β., Ἀντιπρόεδρος, Στράτη Ἰω., Λευκή Π., Κοσκινάκης Μ., Τομαζῆς Ν., Λάμπρος Π., Παπαδάκης Χρ., Ἀντωνιάδης Σπ., Βασιλειάδης Ἀλέκ., Μαλαβάνος Μ. καὶ Γεωργιάδης Ι. Ἀπούσιαζε ὁ Γενικὸς Γραμματεὺς κ. Ἐπιτροπῆς. *** Ὁ Πρόεδρος κ. Χ. Ζαμμερίας εἶπεν ὅτι αἰσθάνεται συγκίνησιν ἐπεμβαίνοντος εἰς τὴν μνημόσυνον τοῦ ἀειμνήστου Προέδρου Κοινότητος καὶ ἀναφέρθηκε εἰς τὸ ἔργο τῆς Κοινότητος. Ἀκολούθως ὁ κ. Πρόεδρος ἀνέγνωσε τὴν ἐπιστολὴν ποὺ ἀπεστάλη εἰς τὴν ἐπιτροπὴν διὰ τὴν ἀπονομὴν τῆς τιμῆς τῶν νέων μελῶν. Ὁ Πρόεδρος κ. Μ. Θεοδωρίδης ἐξέφρασεν ἐκ μέρους τῆς Κοινότητος καὶ τῆς Ἐπιτροπῆς τὰς θερμὰς εὐχαριστίας πρὸς τὸν κ. Γεν. Πρόξενον διὰ τὸ ἐνδιαφέρον τοῦ ἐπὶ τῶν κοινοτικῶν ζητημάτων. ΕΓΚΡΙΣΙΣ ΠΡΑΚΤΙΚΩΝ Ἐπιτροπὴ: Ἀνεγνώσθησαν καὶ ἐνεκρίθησαν τὰ πρακτικὰ τῆς προηγουμένης ἀπὸ μηνὸς 1/6/64 συνεδριάσεως τῆς Κοινοτικῆς Ἐπιτροπῆς. ΝΟΣΟΚΟΜΕΙΟΥ Κατόρθωσε Τμημάτων: Ἀποφασίσθη ἡ κατάργησις τοῦ Κλινικοῦ Τμήματος Αἱμάτων, τῆς Μαιευτικῆς Κλινικῆς καὶ τῆς εἰδικῆς Αἰθούσης Νοσηλευτικῆς Περιθάλψεως. ΝΟΜΙΚΩΝ Δίκαι: Ἀποφασίσθη ὅπως διεξαχθῶσι αἱ δίκαι τῆς Κοινότητος ὑπὸ τοῦ Νομικοῦ Συμβούλου καὶ ὅπως ἐνημερωθῇ ἡ Ἐπιτροπὴ ἐπὶ τῆς ἐξελίξεως. Ἀκρωτηριακοί κατὰ τὰς ἀποφάσεις τῆς Ἐπιτροπῆς τοῦ Ἑλληνικοῦ Λαοῦ. Διάφορα: Συνεζητήθησαν διάφορα ἄλλα γενικῆς φύσεως θέματα. Ἱδρυμάτων Μάννας: Νέαι αἰτήσεις: Ἐνεκρίθησαν δύο αἰτήσεις νέων μελῶν. Ἐκθέσεις: Ἀπεφασίσθη ὅπως τὸ Ἵδρυμα συνεχίσῃ τὴν λειτουργίαν του καὶ τὸ ἐπόμενον ἔτος μὲ τὴν ἴδιαν ὀργάνωσιν. Κυρίως Στεγαζόμενα: Κατὰ τὸ διάστημα τοῦ μηνὸς Μαΐου περιθάλψεις ἐδόθησαν εἰς 142 ἀπόρους οἰκογενείας. ΠΑΙΔΙΚΑΙ ΕΞΟΧΑΙ Κατόπιν τῆς διαλέξεως τοῦ Ἐθνικοῦ Συμβουλίου Ἐξοχῶν Κυρίων καὶ τῆς ἀναλήψεως ἀπὸ τῆς Κοινότητος τῶν εὐθυνῶν τῆς Ἀπτουρίας τῶν Παιδικῶν Ἐξοχῶν ἐνεκρίθη ἡ σύστασις εἰδικῆς Ἐφορείας. ΤΕΛΕΤΑΙ ΑΠΟΧΩΡΙΣΕΩΣ ΑΠΟΦΟΙΤΩΝ Ἀπεφασίσθη ὅπως αἱ τελεταὶ ἀποχωρήσεως τῶν ἀποφοίτων τῶν Σχολείων τῆς Κοινότητος γίνουν κατὰ τὰς ἀκολούθους ἡμερομηνίας: Τοῦ Δημοτικοῦ Σχολείου τὸ Σάββατον 4/7/64, τῶν Γυμνασίων τὴν Κυριακὴν 5/7/64, τῆς Ἐμπορικῆς καὶ Ἐπαγγελματικῆς Ἐκπαιδεύσεως τὸ Σάββατον 11/7/64. ΤΙΜΗΤΙΚΑΙ ΕΚΔΗΛΩΣΕΙΣ Ἀπεφασίσθη διὰ τὴν πρωΐαν τῆς Κυριακῆς 19ης Ἰουλίου ὀργανωθῇ ἐκδήλωσις τιμῆς πρὸς τοὺς κ.κ. Ἰω. Χατζηνάστη, Γυμνασιάρχην, Β. Γαλάνη, διευθυντὴν τοῦ Ἀβερωφείου καὶ Γ. Τριμπάλη, διευθυντὴν Ἀριστοφανείου. Ἐν Ἀλεξανδρείᾳ τῇ 17ῃ Ἰουνίου 1964. (Ἐκ τῶν Γραφείων τῆς Κοινότητος) ΣΗΜΕΡΟΝ ΠΑΡΑΣΚΕΥΗ 19 ΤΡΕΧ. Ἡ Διεύθυνσις τοῦ γνωστοῦ σας Κέντρου «BLUE PEARL» Κάμπ Σεζὰρ — Τηλ. 73360 σᾶς προσκαλεῖ νὰ περάσετε μιὰ ἀξέχαστη βραδυὰ ΣΤΟ ROOF GARDEN ΤΟΥ ΚΕΝΤΡΟΥ μὲ τὰ ΜΠΟΥΖΟΥΚΙΑ τοῦ ΝΙΚΗΤΑ Γ.ΦΡΑΝΤΖΕΣΚΟΥ ΚΑΙ Γ. ΜΑΘΑ Μιὰ φεγγαρόλουστη βραδυὰ ΕΣΕΙΣ — ΕΜΕΙΣ καὶ τὸ ΦΕΓΓΑΡΙ Κάτι τὸ ρομαντικό... Κάτι τὸ ἀνεπάντεχο... Ἐπίσης τὸ ΝΤΟΥΟ ΒΕΡΑ - ΖΕΛΟΣ Ἐπὶ πλέον ὁ νέος CHEF ΒΕΝΕΤ σᾶς σερβίρει τὸ γευστικότερα φαγητά. ΤΗΝ ΚΥΡΙΑΚΗ ΤΟ ΠΡΩΪ: Ο ΔΙΑΓΩΝΙΣΜΟΣ ΤΟΥ ΩΡΑΙΟΤΕΡΟΥ ΠΑΙΔΙΟΥ ΚΑΙ ΜΗΤΕΡΑΣ [1155,48,1550,2188]
radio-program: Παρασκευή, 19 Ἰουνίου 20.05 Καθ᾽ τεχνητοῦ καὶ κατὰ ἄλλο 20.30 Ἐλαφρὰ μουσική. 21.00 Μελωδίες καὶ ρυθμοί. 21.30 Εἰδήσεις. 21.45 Γνωστὲς ἐπιτυχίες. 22.00 Ὄπερα. 22.30 Ἐλαφρὰ μουσική. 23.00 Δίσκοι. Β᾽ον ΠΡΟΓΡΑΜΜΑ 20.35 Συντροφιὰ μὲ μουσική. 21.30 Διαγωνισμός. 22.00 Τὸ μουσικὸν λεύκωμα. 22.30 Τραγούδια ἐπιτροπείας. 23.00 Ραδιοφωνικὴ διδασκαλία. [55,343,338,497]
church-heading: ΙΕΡΟΣ ΝΑΟΣ ΕΥΑΓΓΕΛΙΣΜΟΥ [468,1123,657,1138]
cinema-listings: ΑΛΕΞΑΝΔΡΕΙΑ ΜΕΤΡΟ — Τηλ. 22850 LOVE IN LAS VEGAS. («Ἕλβις Πρίσλεϋ, Ἀνν Μάργκαρετ). ΡΙΑΛΤΟ — Τηλ. 24694 LE SOUPIRANT (Πιὲρ Ἐταὶξ καὶ Φρανς Ἀρνέλ). ΡΟΥΑΓΙΑΛ — Τηλ. 26329 THE SECRET PASSION (Μοντγκόμερυ Κλίφτ, Σουζάννα Γιόρκ). ΣΤΡΑΝΤ — Τηλ. 22322 PARIS WHEN IT SIZZLES. (Ὀντρεϋ Χέπμπορν, Οὐίλλιαμ Χόλντεν). *** ΚΑΤΡΙΝΑ BALLOON THEATRE CURTAIN RISE AT 21.45 [55,126,360,303]
minutes-heading: ΕΓΚΡΙΣΙΣ ΠΡΑΚΤΙΚΩΝ [1173,777,1329,793]
funeral-heading: ΚΗΔΕΙΑ [620,93,697,114]
